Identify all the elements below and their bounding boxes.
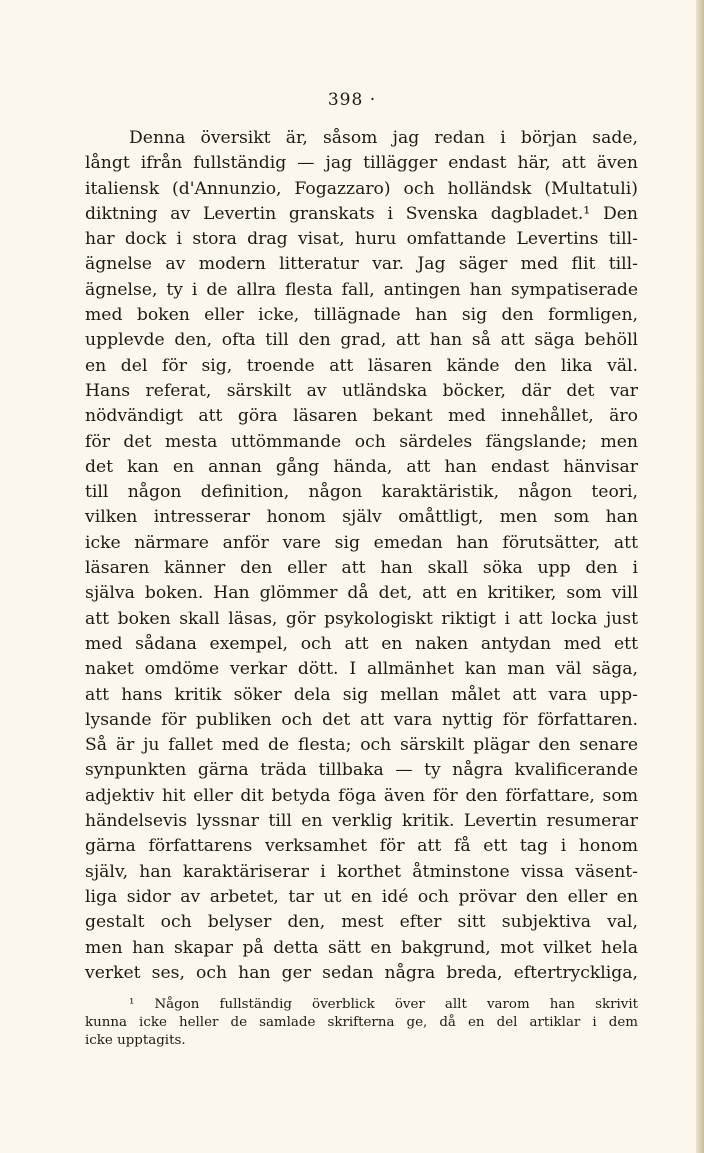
text-line: Så är ju fallet med de flesta; och särskilt plägar den senare [85, 735, 638, 756]
text-line: det kan en annan gång hända, att han endast hänvisar [85, 456, 638, 477]
text-line: långt ifrån fullständig — jag tillägger endast här, att även [85, 153, 638, 174]
text-line: till någon definition, någon karaktäristik, någon teori, [85, 482, 638, 503]
footnote-line: ¹ Någon fullständig överblick över allt varom han skrivit [129, 997, 638, 1012]
page-edge [696, 0, 704, 1153]
footnotes [85, 996, 638, 1050]
text-line: men han skapar på detta sätt en bakgrund, mot vilket hela [85, 937, 638, 958]
footnote-line: icke upptagits. [85, 1033, 186, 1048]
text-line: vilken intresserar honom själv omåttligt, men som han [85, 507, 638, 528]
text-line: naket omdöme verkar dött. I allmänhet kan man väl säga, [85, 659, 638, 680]
page-number: 398 · [327, 90, 377, 110]
text-line: själv, han karaktäriserar i korthet åtminstone vissa väsent- [85, 861, 638, 882]
text-line: gärna författarens verksamhet för att få ett tag i honom [85, 836, 638, 857]
text-line: ägnelse av modern litteratur var. Jag säger med flit till- [85, 254, 638, 275]
text-line: själva boken. Han glömmer då det, att en kritiker, som vill [85, 583, 638, 604]
text-line: synpunkten gärna träda tillbaka — ty några kvalificerande [85, 760, 638, 781]
footnote-line: kunna icke heller de samlade skrifterna ge, då en del artiklar i dem [85, 1015, 638, 1030]
text-line: med boken eller icke, tillägnade han sig den formligen, [85, 305, 638, 326]
text-line: ägnelse, ty i de allra flesta fall, antingen han sympatiserade [85, 279, 638, 300]
text-line: diktning av Levertin granskats i Svenska dagbladet.¹ Den [85, 203, 638, 224]
text-line: adjektiv hit eller dit betyda föga även för den författare, som [85, 785, 638, 806]
text-line: händelsevis lyssnar till en verklig kritik. Levertin resumerar [85, 811, 638, 832]
text-line: att hans kritik söker dela sig mellan målet att vara upp- [85, 684, 638, 705]
text-line: nödvändigt att göra läsaren bekant med innehållet, äro [85, 406, 638, 427]
text-line: har dock i stora drag visat, huru omfattande Levertins till- [85, 229, 638, 250]
text-line: med sådana exempel, och att en naken antydan med ett [85, 633, 638, 654]
text-line: läsaren känner den eller att han skall söka upp den i [85, 558, 638, 579]
text-line: verket ses, och han ger sedan några breda, eftertryckliga, [85, 962, 638, 983]
text-line: liga sidor av arbetet, tar ut en idé och prövar den eller en [85, 886, 638, 907]
text-line: gestalt och belyser den, mest efter sitt subjektiva val, [85, 912, 638, 933]
text-line: italiensk (d'Annunzio, Fogazzaro) och holländsk (Multatuli) [85, 178, 638, 199]
text-line: icke närmare anför vare sig emedan han förutsätter, att [85, 532, 638, 553]
text-line: för det mesta uttömmande och särdeles fängslande; men [85, 431, 638, 452]
text-line: upplevde den, ofta till den grad, att han så att säga behöll [85, 330, 638, 351]
text-line: lysande för publiken och det att vara nyttig för författaren. [85, 709, 638, 730]
body-text [85, 126, 638, 986]
text-line: en del för sig, troende att läsaren kände den lika väl. [85, 355, 638, 376]
text-line: att boken skall läsas, gör psykologiskt riktigt i att locka just [85, 608, 638, 629]
text-line: Denna översikt är, såsom jag redan i början sade, [129, 128, 638, 148]
text-line: Hans referat, särskilt av utländska böcker, där det var [85, 380, 638, 401]
